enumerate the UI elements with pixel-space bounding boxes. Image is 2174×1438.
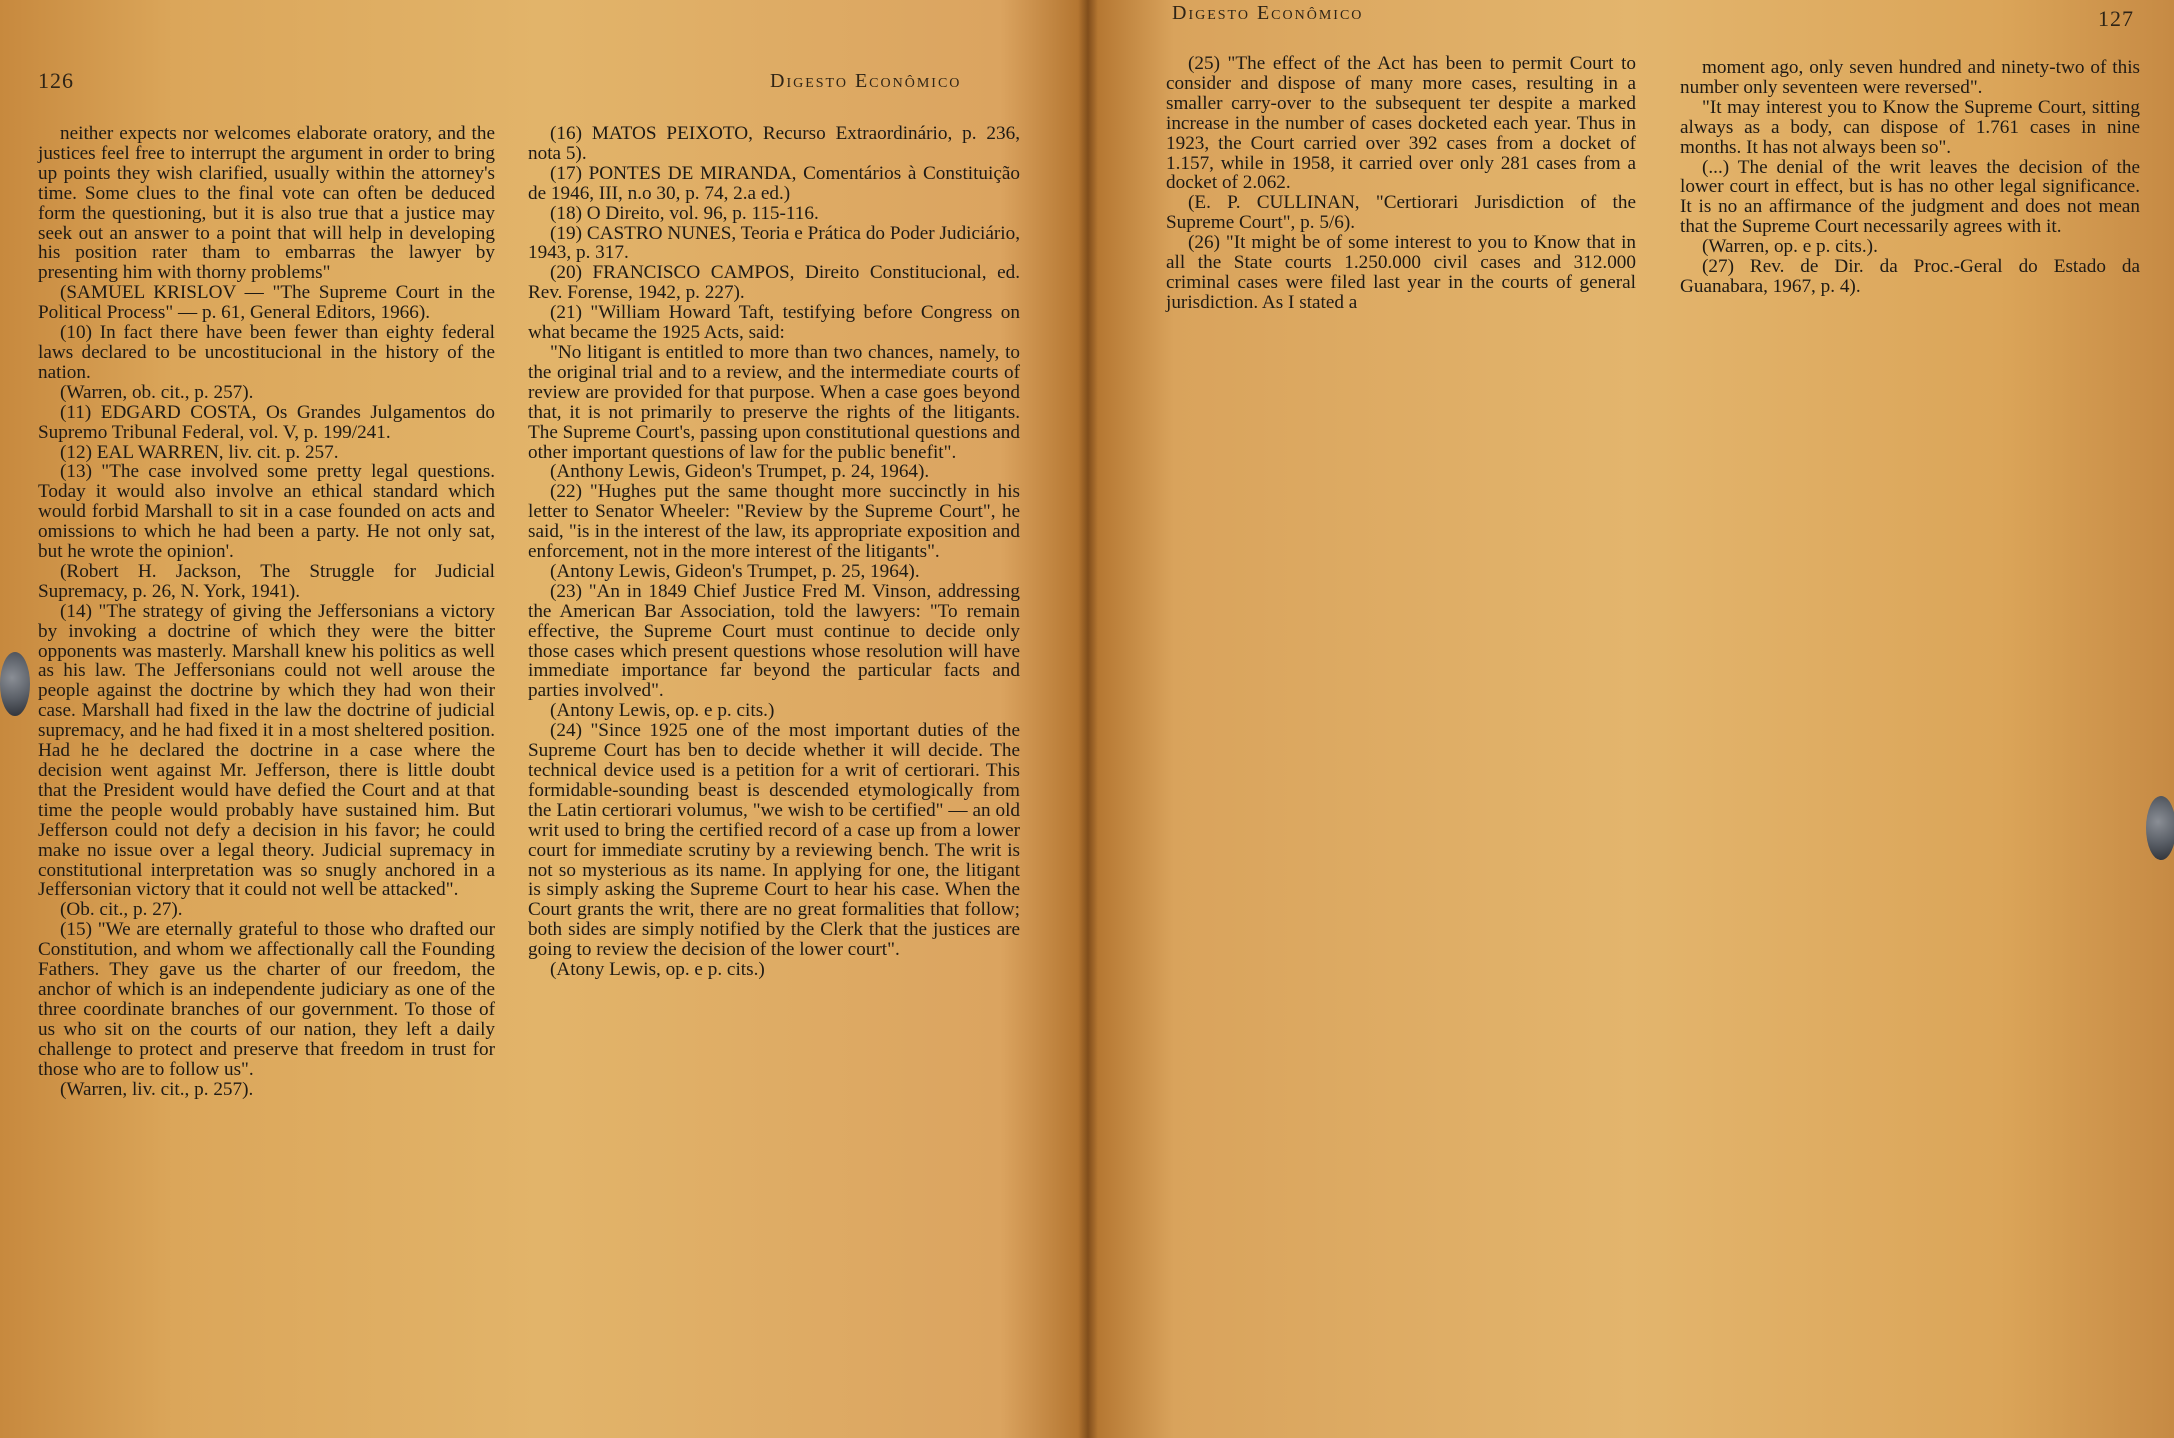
footnote-paragraph: (24) "Since 1925 one of the most important duties of the Supreme Court has ben to decide whether it will decide. The technical device used is a petition for a writ of certiorari. This formidable-sounding beast is descended etymologically from the Latin certiorari volumus, "we wish to be certified" — an old writ used to bring the certified record of a case up from a lower court for immediate scrutiny by a reviewing bench. The writ is not so mysterious as its name. In applying for one, the litigant is simply asking the Supreme Court to hear his case. When the Court grants the writ, there are no great formalities that follow; both sides are simply notified by the Clerk that the justices are going to review the decision of the lower court". — [528, 720, 1020, 961]
footnote-paragraph: (Antony Lewis, Gideon's Trumpet, p. 25, 1964). — [550, 560, 920, 582]
footnote-paragraph: (Warren, op. e p. cits.). — [1702, 236, 1878, 258]
footnote-paragraph: (Ob. cit., p. 27). — [60, 899, 183, 921]
footnote-paragraph: (23) "An in 1849 Chief Justice Fred M. Vinson, addressing the American Bar Association, told the lawyers: "To remain effective, the Supreme Court must continue to decide only those cases which present questions whose resolution will have immediate importance far beyond the particular facts and parties involved". — [528, 580, 1020, 702]
footnote-paragraph: (E. P. CULLINAN, "Certiorari Jurisdiction of the Supreme Court", p. 5/6). — [1166, 192, 1636, 234]
binder-hole — [2146, 796, 2174, 860]
binder-hole — [0, 652, 30, 716]
footnote-paragraph: (18) O Direito, vol. 96, p. 115-116. — [550, 202, 819, 224]
footnote-paragraph: (11) EDGARD COSTA, Os Grandes Julgamentos do Supremo Tribunal Federal, vol. V, p. 199/241. — [38, 401, 495, 443]
footnote-paragraph: (20) FRANCISCO CAMPOS, Direito Constitucional, ed. Rev. Forense, 1942, p. 227). — [528, 262, 1020, 304]
footnote-paragraph: (22) "Hughes put the same thought more succinctly in his letter to Senator Wheeler: "Review by the Supreme Court", he said, "is in the interest of the law, its appropriate exposition and enforcement, not in the more interest of the litigants". — [528, 481, 1020, 563]
page-number: 127 — [2098, 6, 2134, 31]
right-page-column-2 — [1680, 58, 2140, 297]
running-title: Digesto Econômico — [770, 70, 962, 92]
footnote-paragraph: moment ago, only seven hundred and ninety-two of this number only seventeen were reversed". — [1680, 57, 2140, 98]
left-page-column-2 — [528, 124, 1020, 980]
right-page — [1090, 0, 2174, 1438]
footnote-paragraph: (26) "It might be of some interest to you to Know that in all the State courts 1.250.000 civil cases and 312.000 criminal cases were filed last year in the courts of general jurisdiction. As I stated a — [1166, 232, 1636, 313]
right-page-column-1 — [1166, 54, 1636, 313]
footnote-paragraph: (Robert H. Jackson, The Struggle for Judicial Supremacy, p. 26, N. York, 1941). — [38, 560, 495, 602]
footnote-paragraph: "No litigant is entitled to more than two chances, namely, to the original trial and to a review, and the intermediate courts of review are provided for that purpose. When a case goes beyond that, it is not primarily to preserve the rights of the litigants. The Supreme Court's, passing upon constitutional questions and other important questions of law for the public benefit". — [528, 341, 1020, 463]
left-page-column-1 — [38, 124, 495, 1099]
footnote-paragraph: (SAMUEL KRISLOV — "The Supreme Court in the Political Process" — p. 61, General Editors, 1966). — [38, 282, 495, 324]
footnote-paragraph: (10) In fact there have been fewer than eighty federal laws declared to be uncostitucional in the history of the nation. — [38, 322, 495, 383]
footnote-paragraph: (Warren, liv. cit., p. 257). — [60, 1078, 254, 1100]
left-page — [0, 0, 1085, 1438]
footnote-paragraph: (13) "The case involved some pretty legal questions. Today it would also involve an ethical standard which would forbid Marshall to sit in a case founded on acts and omissions to which he had been a party. He not only sat, but he wrote the opinion'. — [38, 461, 495, 563]
footnote-paragraph: (12) EAL WARREN, liv. cit. p. 257. — [60, 441, 339, 463]
footnote-paragraph: (15) "We are eternally grateful to those who drafted our Constitution, and whom we affectionally call the Founding Fathers. They gave us the charter of our freedom, the anchor of which is an independente judiciary as one of the three coordinate branches of our government. To those of us who sit on the courts of our nation, they left a daily challenge to protect and preserve that freedom in trust for those who are to follow us". — [38, 919, 495, 1080]
footnote-paragraph: "It may interest you to Know the Supreme Court, sitting always as a body, can dispose of 1.761 cases in nine months. It has not always been so". — [1680, 96, 2140, 158]
page-number: 126 — [38, 68, 74, 93]
footnote-paragraph: (Antony Lewis, op. e p. cits.) — [550, 700, 775, 722]
footnote-paragraph: (Warren, ob. cit., p. 257). — [60, 381, 254, 403]
footnote-paragraph: (27) Rev. de Dir. da Proc.-Geral do Estado da Guanabara, 1967, p. 4). — [1680, 256, 2140, 297]
footnote-paragraph: (16) MATOS PEIXOTO, Recurso Extraordinário, p. 236, nota 5). — [528, 123, 1020, 164]
footnote-paragraph: neither expects nor welcomes elaborate oratory, and the justices feel free to interrupt the argument in order to bring up points they wish clarified, usually within the attorney's time. Some clues to the final vote can often be deduced form the questioning, but it is also true that a justice may seek out an answer to a point that will help in developing his position rater tham to embarras the lawyer by presenting him with thorny problems" — [38, 123, 495, 284]
footnote-paragraph: (21) "William Howard Taft, testifying before Congress on what became the 1925 Acts, said: — [528, 302, 1020, 344]
running-title: Digesto Econômico — [1172, 2, 1364, 24]
footnote-paragraph: (...) The denial of the writ leaves the decision of the lower court in effect, but is has no other legal significance. It is no an affirmance of the judgment and does not mean that the Supreme Court necessarily agrees with it. — [1680, 156, 2140, 238]
footnote-paragraph: (Anthony Lewis, Gideon's Trumpet, p. 24, 1964). — [550, 461, 930, 483]
footnote-paragraph: (Atony Lewis, op. e p. cits.) — [550, 959, 765, 981]
footnote-paragraph: (25) "The effect of the Act has been to permit Court to consider and dispose of many more cases, resulting in a smaller carry-over to the subsequent ter despite a marked increase in the number of cases docketed each year. Thus in 1923, the Court carried over 392 cases from a docket of 1.157, while in 1958, it carried over only 281 cases from a docket of 2.062. — [1166, 53, 1636, 194]
footnote-paragraph: (14) "The strategy of giving the Jeffersonians a victory by invoking a doctrine of which they were the bitter opponents was masterly. Marshall knew his politics as well as his law. The Jeffersonians could not well arouse the people against the doctrine by which they had won their case. Marshall had fixed in the law the doctrine of judicial supremacy, and he had fixed it in a most sheltered position. Had he he declared the doctrine in a case where the decision went against Mr. Jefferson, there is little doubt that the President would have defied the Court and at that time the people would probably have sustained him. But Jefferson could not defy a decision in his favor; he could make no issue over a legal theory. Judicial supremacy in constitutional interpretation was so snugly anchored in a Jeffersonian victory that it could not well be attacked". — [38, 600, 495, 901]
footnote-paragraph: (19) CASTRO NUNES, Teoria e Prática do Poder Judiciário, 1943, p. 317. — [528, 222, 1020, 264]
footnote-paragraph: (17) PONTES DE MIRANDA, Comentários à Constituição de 1946, III, n.o 30, p. 74, 2.a ed.) — [528, 162, 1020, 204]
